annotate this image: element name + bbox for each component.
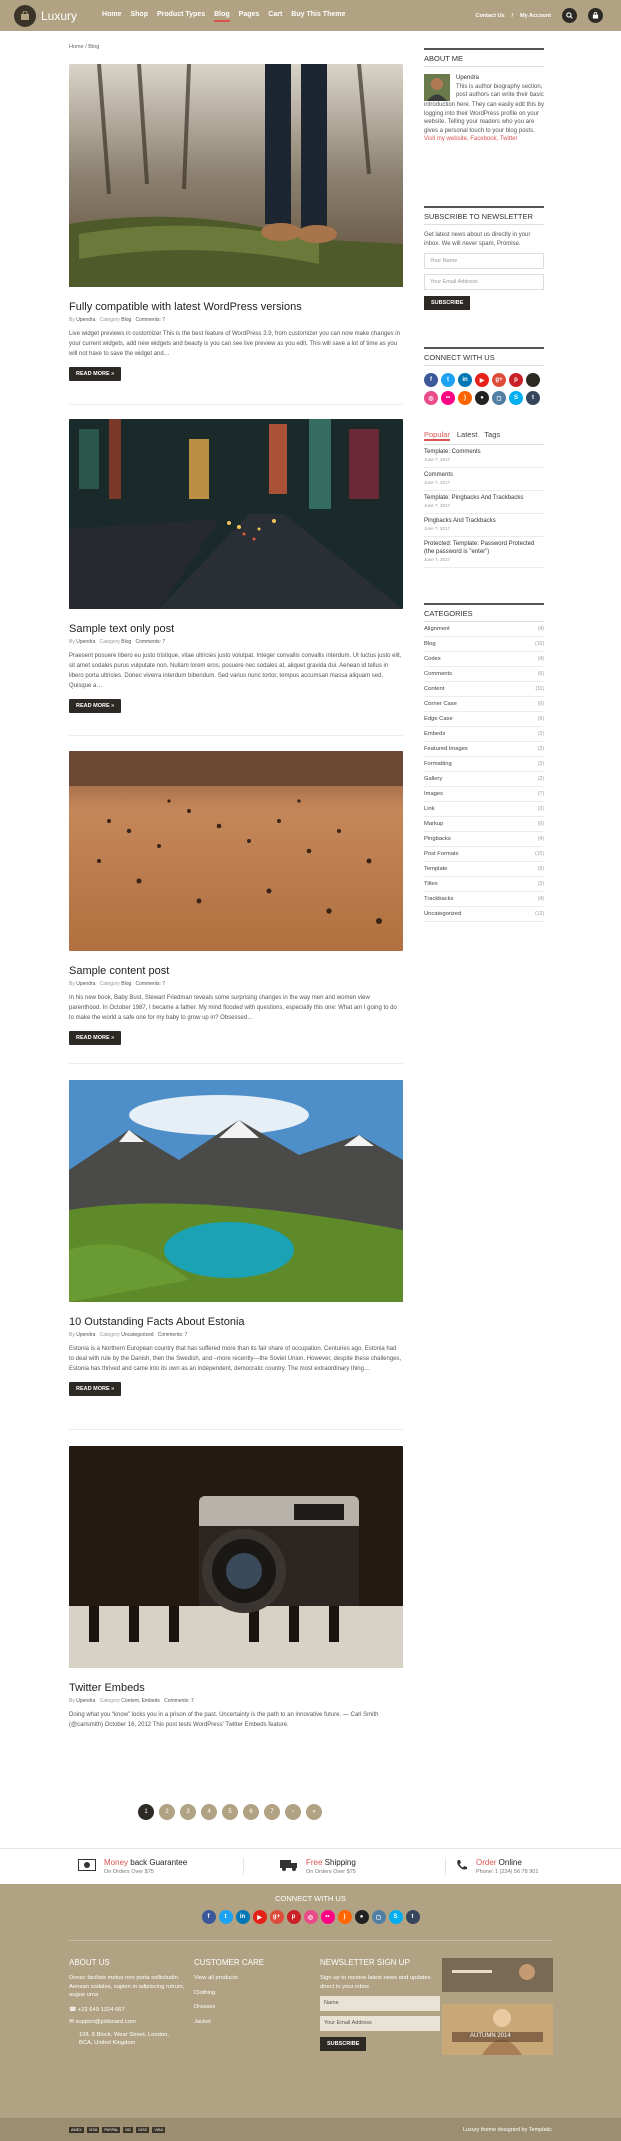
footer-link[interactable]: Dresses	[194, 2004, 216, 2010]
flickr-icon[interactable]: ••	[441, 391, 455, 405]
category-item[interactable]	[424, 817, 544, 832]
mail-icon: ✉	[69, 2019, 76, 2025]
post-comments[interactable]: Comments: 7	[157, 1332, 188, 1338]
list-item[interactable]: Comments June 7, 2017	[424, 468, 544, 491]
footer-about-text: Donec facilisis metus non porta sollicitudin. Aenean sodales, sapien in adipiscing rutrum, augue urna	[69, 1975, 185, 1998]
post-author[interactable]: Upendra	[76, 981, 96, 987]
post-image-vintage-camera[interactable]	[69, 1446, 403, 1668]
category-item[interactable]	[424, 622, 544, 637]
search-icon[interactable]	[562, 8, 577, 23]
list-item[interactable]: Template: Pingbacks And Trackbacks June 7, 2017	[424, 491, 544, 514]
site-header	[0, 0, 621, 31]
about-box	[424, 74, 544, 101]
nav-blog[interactable]: Blog	[214, 9, 230, 22]
footer-signup-title: NEWSLETTER SIGN UP	[320, 1958, 410, 1967]
category-name: Embeds	[424, 731, 446, 737]
footer-subscribe-button[interactable]: SUBSCRIBE	[320, 2037, 366, 2051]
mastercard-icon: MC	[125, 2127, 132, 2132]
category-item[interactable]	[424, 892, 544, 907]
category-item[interactable]	[424, 907, 544, 922]
breadcrumb-sep: /	[85, 44, 87, 50]
linkedin-icon[interactable]: in	[236, 1910, 250, 1924]
list-item[interactable]: Pingbacks And Trackbacks June 7, 2017	[424, 514, 544, 537]
divider	[69, 1940, 553, 1941]
post-category[interactable]: Blog	[121, 639, 132, 645]
category-list	[424, 622, 544, 922]
bottom-bar	[0, 2118, 621, 2141]
name-input[interactable]: Your Name	[424, 253, 544, 269]
category-count: (2)	[537, 806, 544, 812]
category-item[interactable]	[424, 637, 544, 652]
rss-icon[interactable]: )	[338, 1910, 352, 1924]
page-1[interactable]: 1	[138, 1804, 154, 1820]
sidebar-title: CONNECT WITH US	[424, 347, 544, 366]
category-name: Formatting	[424, 761, 452, 767]
social-icons	[424, 373, 544, 405]
category-item[interactable]	[424, 862, 544, 877]
category-count: (6)	[537, 716, 544, 722]
category-name: Content	[424, 686, 445, 692]
category-count: (2)	[537, 746, 544, 752]
google-plus-icon[interactable]: g+	[492, 373, 506, 387]
footer-about	[69, 1958, 194, 2051]
breadcrumb-current: Blog	[88, 44, 100, 50]
divider	[69, 1063, 403, 1064]
page-3[interactable]: 3	[180, 1804, 196, 1820]
post-meta: By Upendra Category Blog Comments: 7	[69, 981, 166, 987]
category-item[interactable]	[424, 787, 544, 802]
tab-popular[interactable]: Popular	[424, 430, 450, 439]
category-name: Alignment	[424, 626, 450, 632]
pinterest-icon[interactable]: p	[509, 373, 523, 387]
paypal-icon: PAYPAL	[104, 2127, 119, 2132]
post-category[interactable]: Content, Embeds	[121, 1698, 160, 1704]
category-item[interactable]	[424, 682, 544, 697]
nav-pages[interactable]: Pages	[238, 11, 260, 18]
read-more-button[interactable]: READ MORE »	[69, 1382, 121, 1396]
post-title[interactable]: Fully compatible with latest WordPress versions	[69, 301, 302, 313]
category-item[interactable]	[424, 832, 544, 847]
footer-credit[interactable]: Luxury theme designed by Templatic	[462, 2126, 552, 2133]
tumblr-icon[interactable]: t	[526, 391, 540, 405]
spacer-icon	[526, 373, 540, 387]
category-count: (3)	[537, 881, 544, 887]
category-name: Edge Case	[424, 716, 453, 722]
nav-home[interactable]: Home	[102, 11, 122, 18]
category-name: Featured Images	[424, 746, 468, 752]
nav-cart[interactable]: Cart	[268, 11, 283, 18]
footer-phone: +22 649 1324 667	[77, 2006, 125, 2013]
header-right	[475, 8, 603, 23]
tab-bar	[424, 430, 544, 445]
category-item[interactable]	[424, 667, 544, 682]
post-excerpt: Estonia is a Northern European country that has suffered more than its fair share of occupation. Centuries ago, Estonia had to deal with rule by the Danish, then the Swedish, and –more recently—the Soviet Union. However, despite these challenges, Estonia has thrived and came into its own as an independent, democratic country. The most extraordinary thing…	[69, 1346, 402, 1372]
footer-care-title: CUSTOMER CARE	[194, 1958, 265, 1967]
category-item[interactable]	[424, 847, 544, 862]
category-name: Link	[424, 806, 435, 812]
post-comments[interactable]: Comments: 7	[164, 1698, 194, 1704]
flickr-icon[interactable]: ••	[321, 1910, 335, 1924]
author-bio-start: This is author biography section, post authors can write their basic	[456, 83, 544, 98]
sidebar-title: ABOUT ME	[424, 48, 544, 67]
category-name: Markup	[424, 821, 444, 827]
category-count: (10)	[535, 641, 544, 647]
footer-link[interactable]: Jacket	[194, 2018, 211, 2025]
category-count: (6)	[537, 866, 544, 872]
footer-customer-care	[194, 1958, 320, 2051]
cart-icon[interactable]	[588, 8, 603, 23]
phone-icon	[456, 1859, 468, 1874]
category-name: Post Formats	[424, 851, 459, 857]
facebook-icon[interactable]: f	[202, 1910, 216, 1924]
header-sep: /	[511, 12, 514, 19]
post-title[interactable]: Sample content post	[69, 965, 170, 977]
post-category[interactable]: Blog	[121, 981, 132, 987]
author-website-link[interactable]: Visit my website,	[424, 136, 469, 142]
visa-icon: VISA	[88, 2127, 98, 2132]
category-count: (6)	[537, 821, 544, 827]
divider	[69, 1429, 403, 1430]
promo-image[interactable]	[442, 2004, 553, 2055]
category-item[interactable]	[424, 772, 544, 787]
post-comments[interactable]: Comments: 7	[135, 981, 166, 987]
amex-icon: AMEX	[71, 2127, 82, 2132]
category-name: Images	[424, 791, 444, 797]
visa-icon: VISA	[154, 2127, 163, 2132]
dribbble-icon[interactable]: ◎	[424, 391, 438, 405]
main-nav	[102, 9, 345, 22]
github-icon[interactable]: ●	[355, 1910, 369, 1924]
nav-buy-theme[interactable]: Buy This Theme	[291, 11, 346, 18]
facebook-icon[interactable]: f	[424, 373, 438, 387]
category-item[interactable]	[424, 712, 544, 727]
github-icon[interactable]: ●	[475, 391, 489, 405]
footer-social-icons	[0, 1910, 621, 1924]
page-5[interactable]: 5	[222, 1804, 238, 1820]
footer-name-input[interactable]: Name	[320, 1996, 440, 2011]
category-item[interactable]	[424, 697, 544, 712]
post	[69, 1446, 403, 1730]
category-item[interactable]	[424, 742, 544, 757]
google-plus-icon[interactable]: g+	[270, 1910, 284, 1924]
category-item[interactable]	[424, 727, 544, 742]
bag-icon	[14, 5, 36, 27]
post-author[interactable]: Upendra	[76, 317, 96, 323]
sidebar-categories	[424, 603, 544, 922]
category-item[interactable]	[424, 757, 544, 772]
instagram-icon[interactable]: ◻	[492, 391, 506, 405]
post-image-city-street[interactable]	[69, 419, 403, 609]
post-author[interactable]: Upendra	[76, 1698, 96, 1704]
post	[69, 64, 403, 381]
category-count: (12)	[535, 911, 544, 917]
payment-icons	[69, 2127, 165, 2133]
breadcrumb-home[interactable]: Home	[69, 44, 84, 50]
category-name: Comments	[424, 671, 453, 677]
post-excerpt: Praesent posuere libero eu justo tristique, vitae ultricies justo volutpat. Integer convallis convallis interdum. Ut luctus justo elit, sit amet sodales purus vulputate non. Nullam lorem eros, posuere nec sodales at, aliquet gravida dui. Aenean id tellus in libero porta ultricies. Donec viverra interdum bibendum. Sed varius nunc tortor, tempus accumsan massa aliquam sed. Quisque a…	[69, 653, 402, 689]
category-item[interactable]	[424, 802, 544, 817]
footer-newsletter	[320, 1958, 445, 2051]
post-meta: By Upendra Category Uncategorized Comments: 7	[69, 1332, 188, 1338]
post-category[interactable]: Uncategorized	[121, 1332, 154, 1338]
category-count: (7)	[537, 791, 544, 797]
email-input[interactable]: Your Email Address	[424, 274, 544, 290]
category-count: (4)	[537, 896, 544, 902]
post-title[interactable]: Sample text only post	[69, 623, 175, 635]
author-name: Upendra	[456, 75, 480, 81]
category-count: (4)	[537, 626, 544, 632]
footer-link[interactable]: Clothing	[194, 1989, 216, 1996]
footer-about-title: ABOUT US	[69, 1958, 110, 1967]
read-more-button[interactable]: READ MORE »	[69, 1031, 121, 1045]
twitter-icon[interactable]: t	[219, 1910, 233, 1924]
category-count: (2)	[537, 731, 544, 737]
promo-image[interactable]	[442, 1958, 553, 1992]
category-count: (15)	[535, 851, 544, 857]
post	[69, 1080, 403, 1396]
read-more-button[interactable]: READ MORE »	[69, 699, 121, 713]
contact-link[interactable]: Contact Us	[475, 12, 505, 19]
category-count: (6)	[537, 671, 544, 677]
post-title[interactable]: 10 Outstanding Facts About Estonia	[69, 1316, 245, 1328]
sidebar-title: SUBSCRIBE TO NEWSLETTER	[424, 206, 544, 225]
category-count: (3)	[537, 761, 544, 767]
last-page-button[interactable]: »	[306, 1804, 322, 1820]
footer	[0, 1884, 621, 2118]
linkedin-icon[interactable]: in	[458, 373, 472, 387]
post-excerpt: In his new book, Baby Bust, Stewart Friedman reveals some surprising changes in the way men and women view parenthood. In October 1987, I became a father. My mind flooded with questions, especially this one: What am I going to do to make the world a safe one for my baby to grow up in? Obsessed…	[69, 995, 397, 1021]
post-comments[interactable]: Comments: 7	[135, 639, 166, 645]
money-icon	[78, 1859, 96, 1874]
newsletter-text: Get latest news about us directly in your inbox. We will never spam, Promise.	[424, 232, 531, 247]
post-meta: By Upendra Category Blog Comments: 7	[69, 639, 166, 645]
instagram-icon[interactable]: ◻	[372, 1910, 386, 1924]
footer-address: 10/L 8 Block, Wear Street, London, BCA, United Kingdom	[79, 2031, 169, 2046]
dribbble-icon[interactable]: ◎	[304, 1910, 318, 1924]
category-count: (4)	[537, 836, 544, 842]
youtube-icon[interactable]: ▶	[475, 373, 489, 387]
account-link[interactable]: My Account	[520, 12, 551, 19]
post-image-mountain-lake[interactable]	[69, 1080, 403, 1302]
category-count: (2)	[537, 776, 544, 782]
category-name: Titles	[424, 881, 438, 887]
discover-icon: DISC	[138, 2127, 148, 2132]
page-6[interactable]: 6	[243, 1804, 259, 1820]
next-page-button[interactable]: ›	[285, 1804, 301, 1820]
category-count: (11)	[535, 686, 544, 692]
page-2[interactable]: 2	[159, 1804, 175, 1820]
phone-icon: ☎	[69, 2006, 78, 2013]
post-excerpt: Doing what you “know” locks you in a prison of the past. Uncertainty is the path to an innovative future. — Carl Smith (@carlsmith) October 16, 2012 This post tests WordPress' Twitter Embeds feature.	[69, 1712, 379, 1728]
tab-latest[interactable]: Latest	[456, 430, 478, 439]
footer-link[interactable]: View all products	[194, 1975, 238, 1981]
post-meta: By Upendra Category Blog Comments: 7	[69, 317, 166, 323]
subscribe-button[interactable]: SUBSCRIBE	[424, 296, 470, 310]
features-strip	[0, 1848, 621, 1884]
divider	[69, 404, 403, 405]
feature-free-shipping: Free Shipping On Orders Over $75	[243, 1858, 445, 1875]
tab-tags[interactable]: Tags	[484, 430, 501, 439]
brand-name: Luxury	[41, 8, 78, 23]
post-author[interactable]: Upendra	[76, 1332, 96, 1338]
sidebar-newsletter	[424, 206, 544, 310]
post-excerpt: Live widget previews in customizer This is the best feature of WordPress 3.9, from customizer you can now make changes in your current widgets, add new widgets and beauty is you can see live preview as you edit. This will save a lot of time as you will not have to save the widget and…	[69, 331, 400, 357]
post-meta: By Upendra Category Content, Embeds Comments: 7	[69, 1698, 194, 1704]
category-name: Uncategorized	[424, 911, 462, 917]
post-image-legs-on-log[interactable]	[69, 64, 403, 287]
page-4[interactable]: 4	[201, 1804, 217, 1820]
logo[interactable]	[14, 5, 77, 27]
pinterest-icon[interactable]: p	[287, 1910, 301, 1924]
author-bio: introduction here. They can easily edit this by logging into their WordPress profile on your website. Telling your readers who you are gives a personal touch to your blog posts.	[424, 102, 544, 134]
category-count: (4)	[537, 656, 544, 662]
category-name: Codex	[424, 656, 441, 662]
post-category[interactable]: Blog	[121, 317, 132, 323]
sidebar-about	[424, 48, 544, 144]
footer-columns	[69, 1958, 445, 2051]
feature-money-back: Money back Guarantee On Orders Over $75	[0, 1858, 243, 1875]
page-7[interactable]: 7	[264, 1804, 280, 1820]
nav-shop[interactable]: Shop	[130, 11, 148, 18]
skype-icon[interactable]: S	[509, 391, 523, 405]
pagination	[138, 1804, 322, 1820]
avatar	[424, 74, 450, 101]
twitter-icon[interactable]: t	[441, 373, 455, 387]
tumblr-icon[interactable]: t	[406, 1910, 420, 1924]
read-more-button[interactable]: READ MORE »	[69, 367, 121, 381]
footer-signup-text: Sign up to receive latest news and updates direct to your inbox	[320, 1975, 431, 1990]
breadcrumb	[69, 44, 99, 50]
post	[69, 751, 403, 1045]
footer-email[interactable]: support@jobboard.com	[75, 2019, 136, 2025]
footer-connect-title: CONNECT WITH US	[275, 1894, 346, 1903]
post-comments[interactable]: Comments: 7	[135, 317, 166, 323]
category-name: Gallery	[424, 776, 443, 782]
youtube-icon[interactable]: ▶	[253, 1910, 267, 1924]
post-title[interactable]: Twitter Embeds	[69, 1682, 145, 1694]
category-name: Corner Case	[424, 701, 457, 707]
category-name: Trackbacks	[424, 896, 454, 902]
sidebar-connect	[424, 347, 544, 405]
sidebar-title: CATEGORIES	[424, 603, 544, 622]
divider	[69, 735, 403, 736]
post-author[interactable]: Upendra	[76, 639, 96, 645]
sidebar-tabs	[424, 424, 544, 568]
category-item[interactable]	[424, 877, 544, 892]
skype-icon[interactable]: S	[389, 1910, 403, 1924]
category-count: (6)	[537, 701, 544, 707]
post	[69, 419, 403, 713]
author-social-links[interactable]: Facebook, Twitter	[470, 136, 518, 142]
rss-icon[interactable]: )	[458, 391, 472, 405]
footer-email-input[interactable]: Your Email Address	[320, 2016, 440, 2031]
list-item[interactable]: Template: Comments June 7, 2017	[424, 445, 544, 468]
promo-text: AUTUMN 2014	[470, 2033, 511, 2039]
list-item[interactable]: Protected: Template: Password Protected (the password is "enter") June 7, 2017	[424, 537, 544, 568]
category-name: Template	[424, 866, 448, 872]
post-image-square-crowd[interactable]	[69, 751, 403, 951]
truck-icon	[280, 1859, 298, 1874]
nav-product-types[interactable]: Product Types	[156, 11, 206, 18]
feature-order-online: Order Online Phone: 1 (234) 56 78 901	[445, 1858, 621, 1875]
category-name: Pingbacks	[424, 836, 451, 842]
category-item[interactable]	[424, 652, 544, 667]
category-name: Blog	[424, 641, 436, 647]
